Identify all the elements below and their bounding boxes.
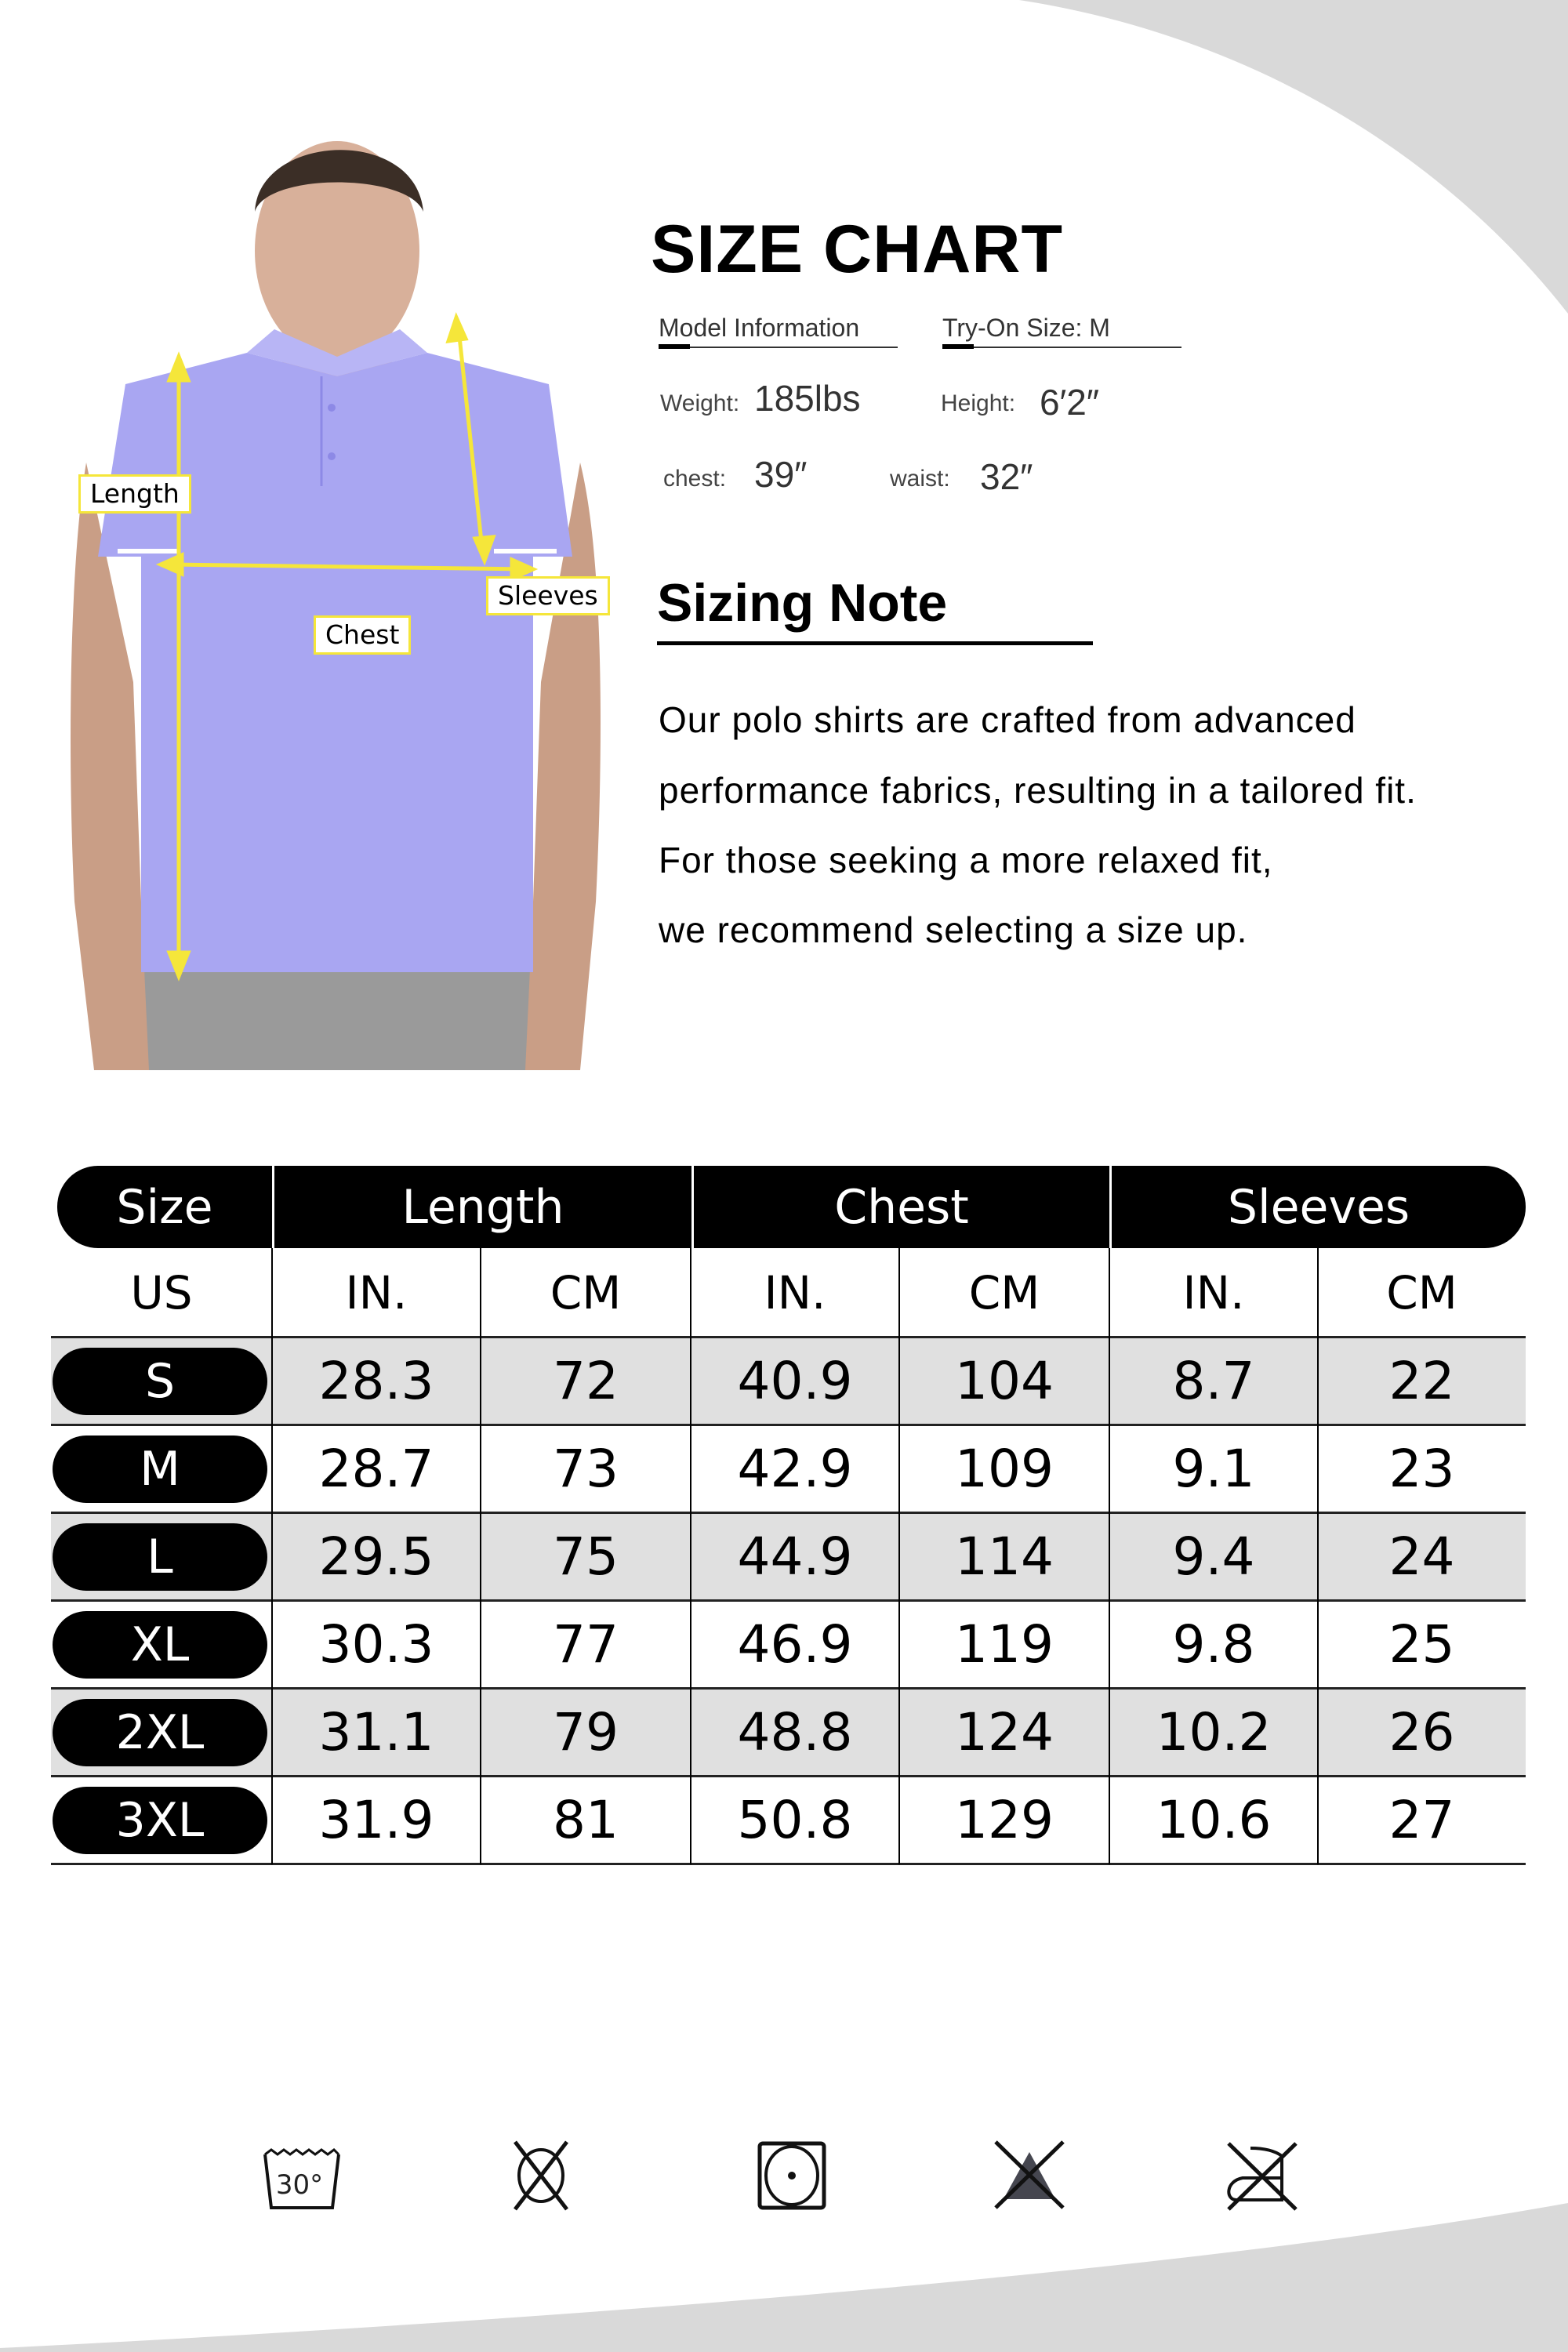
sizing-note-line: Our polo shirts are crafted from advanced	[659, 699, 1356, 740]
size-pill: L	[53, 1523, 267, 1591]
column-divider	[1317, 1248, 1319, 1864]
chest-cm-cell: 129	[955, 1789, 1054, 1850]
sleeve-in-cell: 9.4	[1172, 1526, 1255, 1587]
length-cm-cell: 73	[553, 1438, 619, 1499]
wash-30-icon	[259, 2132, 345, 2219]
length-cm-cell: 79	[553, 1701, 619, 1762]
column-divider	[480, 1248, 481, 1864]
table-header	[57, 1166, 1526, 1248]
length-in-cell: 28.7	[318, 1438, 434, 1499]
svg-text:30°: 30°	[275, 2169, 324, 2201]
try-on-size-heading: Try-On Size: M	[942, 314, 1110, 342]
model-info-heading: Model Information	[659, 314, 860, 342]
header-size: Size	[116, 1179, 213, 1235]
header-length: Length	[401, 1179, 564, 1235]
length-cm-cell: 81	[553, 1789, 619, 1850]
waist-label: waist:	[890, 466, 950, 492]
do-not-dry-clean-icon	[498, 2132, 584, 2219]
model-photo	[63, 118, 612, 1070]
length-in-cell: 31.9	[318, 1789, 434, 1850]
size-pill: S	[53, 1348, 267, 1415]
weight-value: 185lbs	[754, 378, 861, 419]
subheader-us: US	[130, 1265, 193, 1319]
sleeve-cm-cell: 22	[1388, 1350, 1455, 1411]
header-sleeves: Sleeves	[1227, 1179, 1410, 1235]
sleeves-measure-label: Sleeves	[486, 576, 610, 615]
subheader-length-cm: CM	[550, 1265, 622, 1319]
chest-cm-cell: 104	[955, 1350, 1054, 1411]
chest-measure-label: Chest	[314, 615, 411, 655]
chest-value: 39″	[754, 454, 808, 495]
length-in-cell: 30.3	[318, 1613, 434, 1675]
subheader-chest-cm: CM	[968, 1265, 1040, 1319]
length-in-cell: 28.3	[318, 1350, 434, 1411]
model-info-underline	[659, 347, 898, 348]
sleeve-cm-cell: 26	[1388, 1701, 1455, 1762]
try-on-underline	[942, 347, 1181, 348]
subheader-sleeve-in: IN.	[1182, 1265, 1245, 1319]
column-divider	[898, 1248, 900, 1864]
size-pill: 2XL	[53, 1699, 267, 1766]
sleeve-in-cell: 10.2	[1156, 1701, 1272, 1762]
length-in-cell: 29.5	[318, 1526, 434, 1587]
chest-label: chest:	[663, 466, 727, 492]
size-pill: XL	[53, 1611, 267, 1679]
sleeve-cm-cell: 24	[1388, 1526, 1455, 1587]
sleeve-in-cell: 10.6	[1156, 1789, 1272, 1850]
chest-cm-cell: 109	[955, 1438, 1054, 1499]
sleeve-cm-cell: 27	[1388, 1789, 1455, 1850]
column-divider	[690, 1248, 691, 1864]
sizing-note-title: Sizing Note	[657, 573, 948, 633]
sizing-note-line: we recommend selecting a size up.	[659, 909, 1248, 950]
column-divider	[271, 1248, 273, 1864]
chest-in-cell: 40.9	[737, 1350, 853, 1411]
chest-in-cell: 42.9	[737, 1438, 853, 1499]
sizing-note-line: For those seeking a more relaxed fit,	[659, 840, 1273, 880]
chest-in-cell: 50.8	[737, 1789, 853, 1850]
length-cm-cell: 77	[553, 1613, 619, 1675]
length-measure-label: Length	[78, 474, 191, 514]
chest-cm-cell: 119	[955, 1613, 1054, 1675]
subheader-chest-in: IN.	[764, 1265, 826, 1319]
height-value: 6′2″	[1040, 382, 1100, 423]
length-in-cell: 31.1	[318, 1701, 434, 1762]
sleeve-cm-cell: 25	[1388, 1613, 1455, 1675]
chest-cm-cell: 114	[955, 1526, 1054, 1587]
subheader-length-in: IN.	[345, 1265, 408, 1319]
column-divider	[1109, 1248, 1110, 1864]
do-not-bleach-icon	[986, 2132, 1073, 2219]
subheader-sleeve-cm: CM	[1386, 1265, 1457, 1319]
length-cm-cell: 72	[553, 1350, 619, 1411]
sleeve-in-cell: 9.8	[1172, 1613, 1255, 1675]
chest-cm-cell: 124	[955, 1701, 1054, 1762]
height-label: Height:	[941, 390, 1016, 416]
chest-in-cell: 48.8	[737, 1701, 853, 1762]
chest-in-cell: 44.9	[737, 1526, 853, 1587]
waist-value: 32″	[980, 456, 1033, 497]
tumble-dry-low-icon	[749, 2132, 835, 2219]
sleeve-in-cell: 9.1	[1172, 1438, 1255, 1499]
sleeve-cm-cell: 23	[1388, 1438, 1455, 1499]
do-not-iron-icon	[1219, 2132, 1305, 2219]
length-cm-cell: 75	[553, 1526, 619, 1587]
header-chest: Chest	[834, 1179, 969, 1235]
size-pill: 3XL	[53, 1787, 267, 1854]
sizing-note-underline	[657, 641, 1093, 645]
size-pill: M	[53, 1436, 267, 1503]
chest-in-cell: 46.9	[737, 1613, 853, 1675]
page-title: SIZE CHART	[651, 212, 1063, 287]
sizing-note-line: performance fabrics, resulting in a tailored fit.	[659, 770, 1417, 811]
weight-label: Weight:	[660, 390, 740, 416]
sleeve-in-cell: 8.7	[1172, 1350, 1255, 1411]
